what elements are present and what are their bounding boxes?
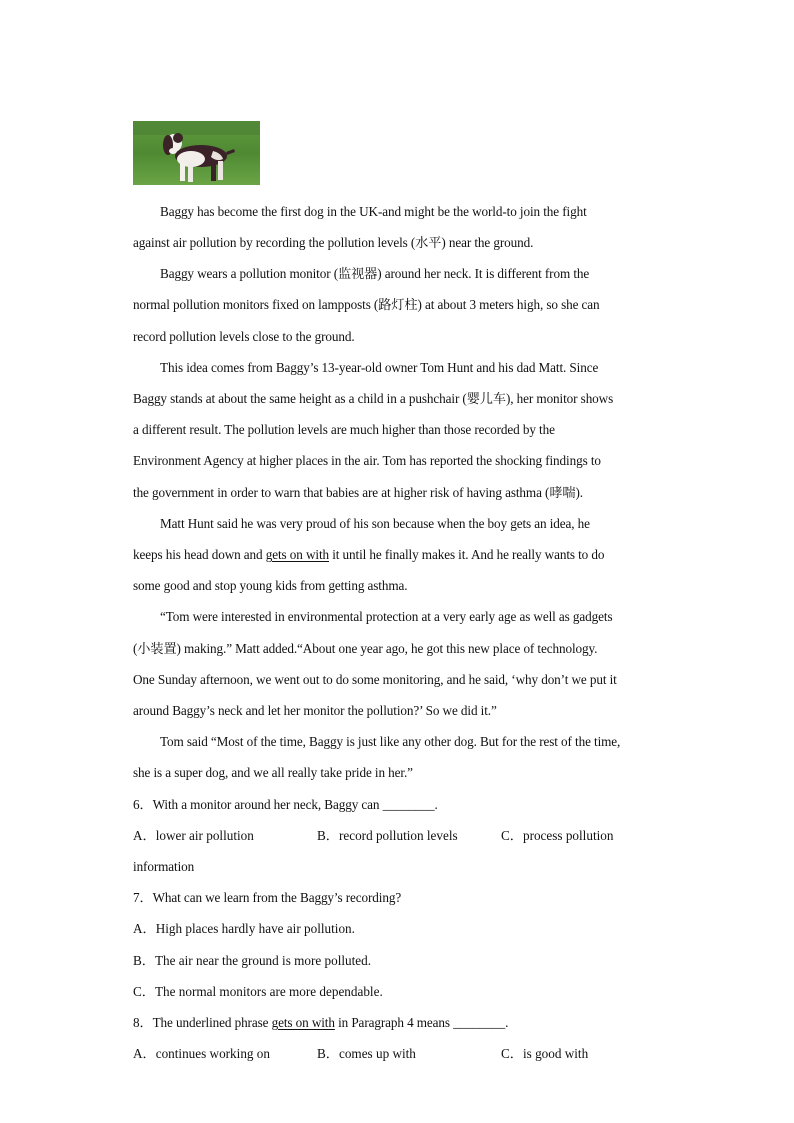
passage-line: a different result. The pollution levels are much higher than those recorded by the [133,422,555,437]
passage-line: One Sunday afternoon, we went out to do some monitoring, and he said, ‘why don’t we put it [133,672,617,687]
underlined-phrase: gets on with [265,547,330,562]
passage-line: (小装置) making.” Matt added.“About one year ago, he got this new place of technology. [133,641,598,656]
q8-option-b[interactable]: B．comes up with [317,1046,416,1061]
q6-option-c-continued: information [133,859,195,874]
q7-option-b[interactable]: B．The air near the ground is more polluted. [133,953,372,968]
q7-option-c[interactable]: C．The normal monitors are more dependable. [133,984,383,999]
passage-line: the government in order to warn that babies are at higher risk of having asthma (哮喘). [133,485,583,500]
q6-option-c[interactable]: C．process pollution [501,828,614,843]
passage-line: some good and stop young kids from getting asthma. [133,578,408,593]
passage-text: keeps his head down and [133,547,263,562]
q8-underlined-phrase: gets on with [271,1015,335,1030]
question-7-stem: 7．What can we learn from the Baggy’s recording? [133,890,402,905]
q8-stem-text: 8．The underlined phrase [133,1015,272,1030]
passage-line: against air pollution by recording the pollution levels (水平) near the ground. [133,235,534,250]
passage-line: normal pollution monitors fixed on lampposts (路灯柱) at about 3 meters high, so she can [133,297,600,312]
passage-line: Baggy wears a pollution monitor (监视器) around her neck. It is different from the [160,266,590,281]
q6-option-a[interactable]: A．lower air pollution [133,828,254,843]
passage-line: Environment Agency at higher places in the air. Tom has reported the shocking findings to [133,453,601,468]
passage-line: This idea comes from Baggy’s 13-year-old owner Tom Hunt and his dad Matt. Since [160,360,599,375]
question-8-stem [133,1014,508,1032]
passage-line: “Tom were interested in environmental protection at a very early age as well as gadgets [160,609,613,624]
passage-line [133,546,604,564]
q7-option-a[interactable]: A．High places hardly have air pollution. [133,921,355,936]
passage-line: around Baggy’s neck and let her monitor the pollution?’ So we did it.” [133,703,497,718]
q8-option-c[interactable]: C．is good with [501,1046,589,1061]
dog-photo [133,121,260,185]
passage-line: Baggy stands at about the same height as a child in a pushchair (婴儿车), her monitor shows [133,391,614,406]
q8-stem-text: in Paragraph 4 means ________. [334,1015,509,1030]
passage-line: Matt Hunt said he was very proud of his son because when the boy gets an idea, he [160,516,590,531]
question-6-stem: 6．With a monitor around her neck, Baggy can ________. [133,797,438,812]
q8-option-a[interactable]: A．continues working on [133,1046,270,1061]
passage-line: record pollution levels close to the ground. [133,329,355,344]
passage-line: Baggy has become the first dog in the UK-and might be the world-to join the fight [160,204,587,219]
passage-line: she is a super dog, and we all really take pride in her.” [133,765,413,780]
q6-option-b[interactable]: B．record pollution levels [317,828,458,843]
passage-line: Tom said “Most of the time, Baggy is just like any other dog. But for the rest of the time, [160,734,621,749]
passage-text: it until he finally makes it. And he really wants to do [329,547,605,562]
